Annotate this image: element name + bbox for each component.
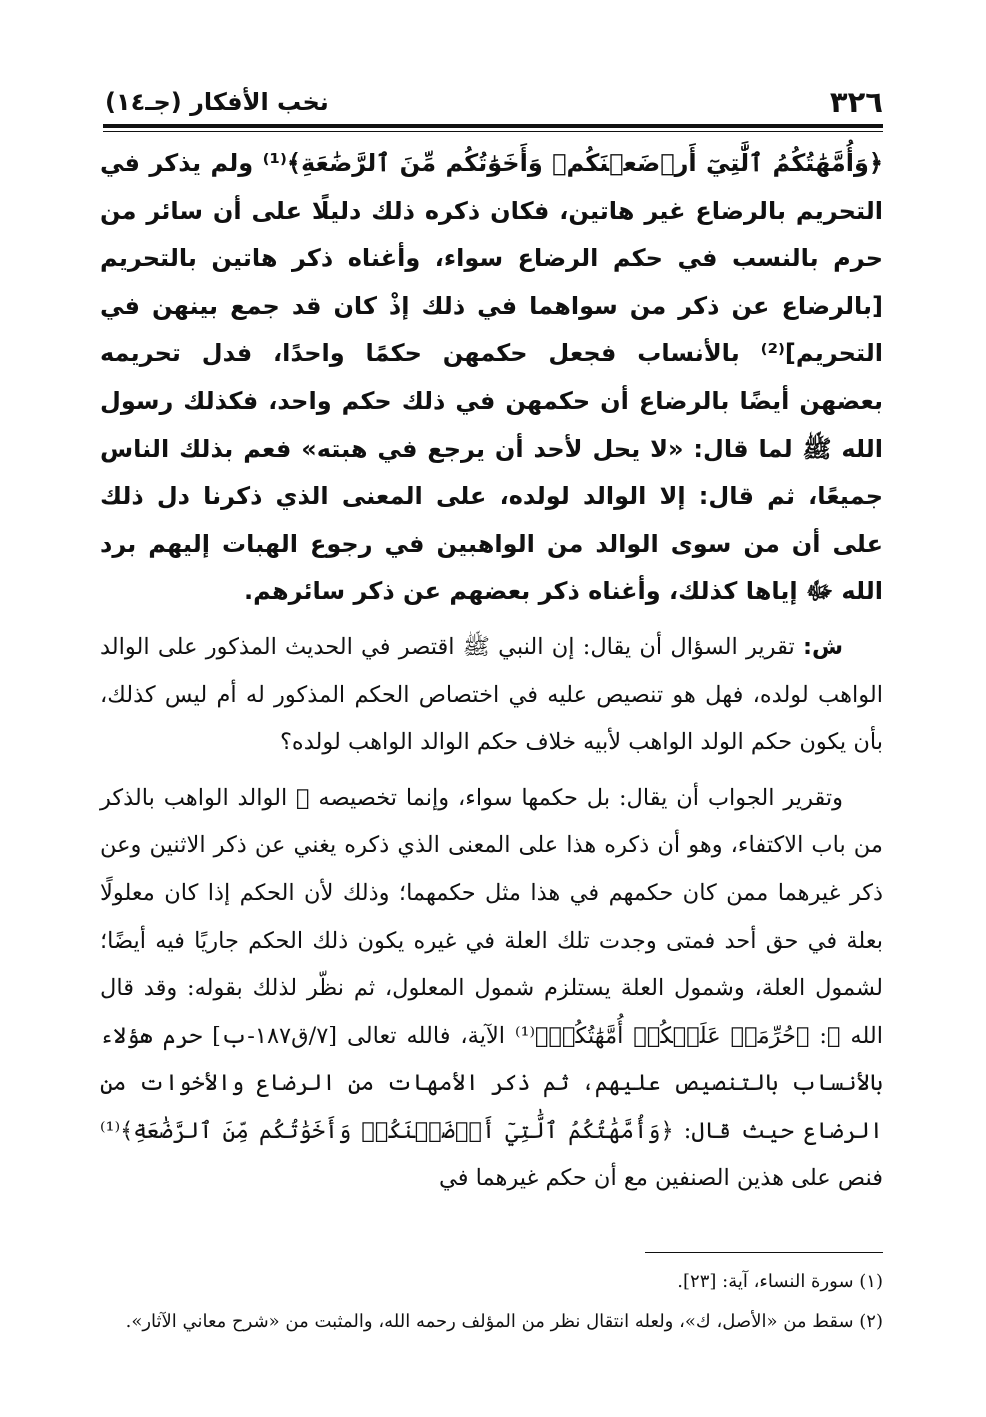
question-text: تقرير السؤال أن يقال: إن النبي ﷺ اقتصر في الحديث المذكور على الوالد الواهب لولده، فهل هو تنصيص عليه في اختصاص الحكم المذكور له أم ليس كذلك، بأن يكون حكم الولد الواهب لأبيه خلاف حكم الوالد الواهب لولده؟ bbox=[100, 633, 883, 756]
page-header bbox=[105, 82, 883, 122]
footnote-2: (٢) سقط من «الأصل، ك»، ولعله انتقال نظر من المؤلف رحمه الله، والمثبت من «شرح معاني الآثار». bbox=[125, 1311, 883, 1332]
page-number: ٣٢٦ bbox=[829, 85, 883, 119]
question-paragraph bbox=[100, 624, 883, 767]
footnote-1: (١) سورة النساء، آية: [٢٣]. bbox=[677, 1271, 883, 1292]
sharh-marker: ش: bbox=[802, 633, 843, 660]
main-text bbox=[100, 140, 883, 1211]
header-rule-thin bbox=[103, 131, 883, 132]
answer-paragraph: وتقرير الجواب أن يقال: بل حكمها سواء، وإنما تخصيصه ﷺ الوالد الواهب بالذكر من باب الاكتفاء، وهو أن ذكره هذا على المعنى الذي ذكره يغني عن ذكر الاثنين وعن ذكر غيرهما ممن كان حكمهم في هذا مثل حكمهما؛ وذلك لأن الحكم إذا كان معلولًا بعلة في حق أحد فمتى وجدت تلك العلة في غيره يكون ذلك الحكم جاريًا فيه أيضًا؛ لشمول العلة، وشمول العلة يستلزم شمول المعلول، ثم نظّر لذلك بقوله: وقد قال الله ﷻ: ﴿حُرِّمَتۡ عَلَيۡكُمۡ أُمَّهَٰتُكُمۡ﴾⁽¹⁾ الآية، فالله تعالى [٧/ق١٨٧-ب] حرم هؤلاء بالأنساب بالتنصيص عليهم، ثم ذكر الأمهات من الرضاع والأخوات من الرضاع حيث قال: ﴿وَأُمَّهَٰتُكُمُ ٱلَّٰتِيٓ أَرۡضَعۡنَكُمۡ وَأَخَوَٰتُكُم مِّنَ ٱلرَّضَٰعَةِ﴾⁽¹⁾ فنص على هذين الصنفين مع أن حكم غيرهما في bbox=[100, 784, 884, 1192]
footnotes bbox=[103, 1262, 883, 1342]
footnote-separator bbox=[645, 1252, 883, 1253]
hadith-commentary-paragraph: ﴿وَأُمَّهَٰتُكُمُ ٱلَّٰتِيٓ أَرۡضَعۡنَكُمۡ وَأَخَوَٰتُكُم مِّنَ ٱلرَّضَٰعَةِ﴾⁽¹⁾ ولم يذكر في التحريم بالرضاع غير هاتين، فكان ذكره ذلك دليلًا على أن سائر من حرم بالنسب في حكم الرضاع سواء، وأغناه ذكر هاتين بالتحريم [بالرضاع عن ذكر من سواهما في ذلك إذْ كان قد جمع بينهن في التحريم]⁽²⁾ بالأنساب فجعل حكمهن حكمًا واحدًا، فدل تحريمه بعضهن أيضًا بالرضاع أن حكمهن في ذلك حكم واحد، فكذلك رسول الله ﷺ لما قال: «لا يحل لأحد أن يرجع في هبته» فعم بذلك الناس جميعًا، ثم قال: إلا الوالد لولده، على المعنى الذي ذكرنا دل ذلك على أن من سوى الوالد من الواهبين في رجوع الهبات إليهم برد الله ﷻ إياها كذلك، وأغناه ذكر بعضهم عن ذكر سائرهم. bbox=[100, 149, 883, 606]
header-rule-thick bbox=[103, 124, 883, 128]
running-title: نخب الأفكار (جـ١٤) bbox=[105, 88, 329, 116]
